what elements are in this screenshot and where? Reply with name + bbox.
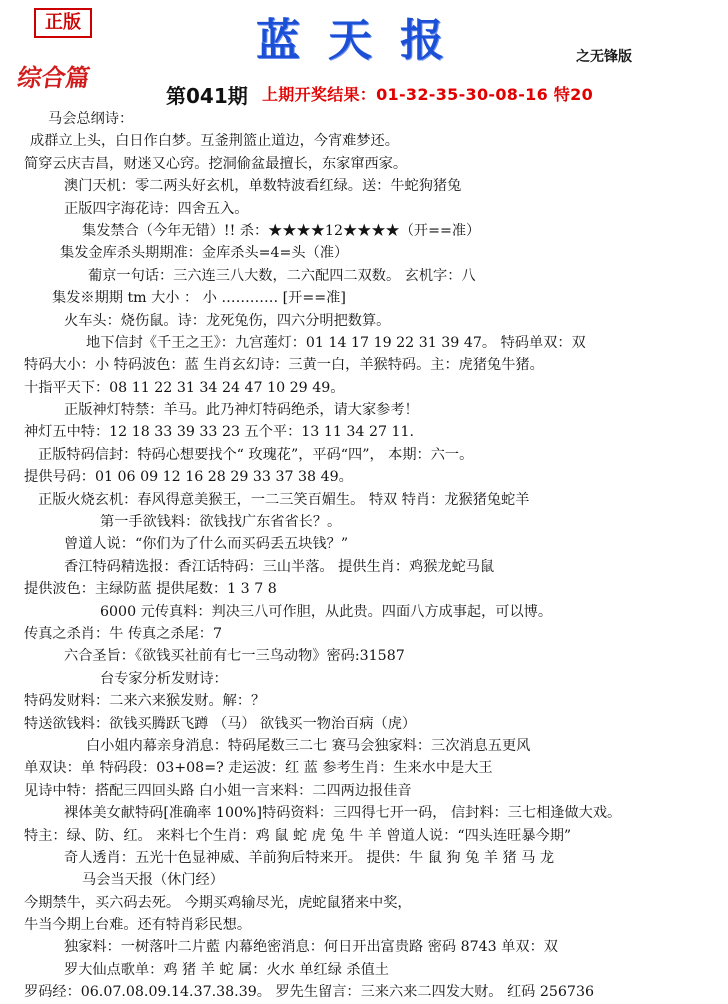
text-line: 今期禁牛，买六码去死。 今期买鸡输尽光，虎蛇鼠猪来中奖， [24,894,412,911]
content-body [0,108,728,1004]
text-line: 裸体美女献特码[准确率 100%]特码资料：三四得七开一码， 信封料：三七相逢做大戏。 [64,805,622,822]
text-line: 六合圣旨：《欲钱买社前有七一三鸟动物》密码:31587 [64,648,405,665]
text-line: 罗码经：06.07.08.09.14.37.38.39。 罗先生留言：三来六来二四发大财。 红码 256736 [24,984,594,1001]
text-line: 十指平天下：08 11 22 31 34 24 47 10 29 49。 [24,379,345,396]
text-line: 正版特码信封：特码心想要找个“ 玫瑰花”，平码“四”， 本期：六一。 [38,446,474,463]
text-line: 葡京一句话：三六连三八大数，二六配四二双数。 玄机字：八 [88,267,476,284]
issue-number: 第041期 [166,84,248,108]
text-line: 正版火烧玄机：春风得意美猴王，一二三笑百媚生。 特双 特肖：龙猴猪兔蛇羊 [38,491,530,508]
text-line: 成群立上头，白日作白梦。互釜荆篮止道边，今宵难梦还。 [30,133,399,150]
text-line: 澳门天机：零二两头好玄机，单数特波看红绿。送：牛蛇狗猪兔 [64,178,462,195]
text-line: 见诗中特：搭配三四回头路 白小姐一言来料：二四两边报佳音 [24,782,412,799]
text-line: 正版四字海花诗：四舍五入。 [64,200,249,217]
text-line: 6000 元传真料：判决三八可作胆，从此贵。四面八方成事起，可以博。 [100,603,553,620]
text-line: 地下信封《千王之王》：九宫莲灯：01 14 17 19 22 31 39 47。 特码单双：双 [86,334,586,351]
text-line: 单双诀：单 特码段：03+08=? 走运波：红 蓝 参考生肖：生来水中是大王 [24,760,493,777]
text-line: 正版神灯特禁：羊马。此乃神灯特码绝杀，请大家参考！ [64,402,419,419]
edition-label: 之无锋版 [576,49,632,65]
text-line: 独家料：一树落叶二片藍 内幕绝密消息：何日开出富贵路 密码 8743 单双：双 [64,939,558,956]
text-line: 马会总纲诗： [48,111,134,127]
last-result: 上期开奖结果：01-32-35-30-08-16 特20 [262,85,594,104]
text-line: 提供号码：01 06 09 12 16 28 29 33 37 38 49。 [24,469,353,486]
text-line: 白小姐内幕亲身消息：特码尾数三二七 赛马会独家料：三次消息五更风 [86,737,531,754]
text-line: 牛当今期上台难。还有特肖彩民想。 [24,917,252,934]
text-line: 特码发财料：二来六来猴发财。解：？ [24,693,266,710]
text-line: 罗大仙点歌单：鸡 猪 羊 蛇 属：火水 单红绿 杀值土 [64,961,389,978]
text-line: 曾道人说：“你们为了什么而买码丢五块钱？” [64,536,349,553]
section-title: 综合篇 [15,63,92,92]
text-line: 集发禁合（今年无错）!! 杀：★★★★12★★★★（开==准） [82,222,481,239]
text-line: 提供波色：主绿防蓝 提供尾数：1 3 7 8 [24,581,277,598]
text-line: 集发※期期 tm 大小 ： 小 ………… [开==准] [52,290,346,307]
text-line: 特主：绿、防、红。 来料七个生肖：鸡 鼠 蛇 虎 兔 牛 羊 曾道人说：“四头连旺暴今期” [24,827,572,844]
text-line: 第一手欲钱料：欲钱找广东省省长？。 [100,514,342,531]
text-line: 台专家分析发财诗： [100,670,228,687]
text-line: 特码大小：小 特码波色：蓝 生肖玄幻诗：三黄一白，羊猴特码。主：虎猪兔牛猪。 [24,357,544,374]
text-line: 火车头：烧伤鼠。诗：龙死兔伤，四六分明把数算。 [64,312,391,329]
text-line: 传真之杀肖：牛 传真之杀尾：7 [24,625,222,642]
text-line: 奇人透肖：五光十色显神威、羊前狗后特来开。 提供：牛 鼠 狗 兔 羊 猪 马 龙 [64,849,555,866]
text-line: 简穿云庆吉昌，财迷又心窍。挖洞偷盆最擅长，东家窜西家。 [24,155,408,172]
text-line: 集发金库杀头期期准：金库杀头=4=头（准） [60,245,349,262]
text-line: 特送欲钱料：欲钱买腾跃飞蹲 （马） 欲钱买一物治百病（虎） [24,715,417,732]
official-badge: 正版 [34,8,92,38]
text-line: 马会当天报（休门经） [82,872,224,889]
masthead-title: 蓝天报 [256,15,472,66]
text-line: 神灯五中特：12 18 33 39 33 23 五个平：13 11 34 27 11. [24,424,415,441]
text-line: 香江特码精选报：香江话特码：三山半落。 提供生肖：鸡猴龙蛇马鼠 [64,558,495,575]
